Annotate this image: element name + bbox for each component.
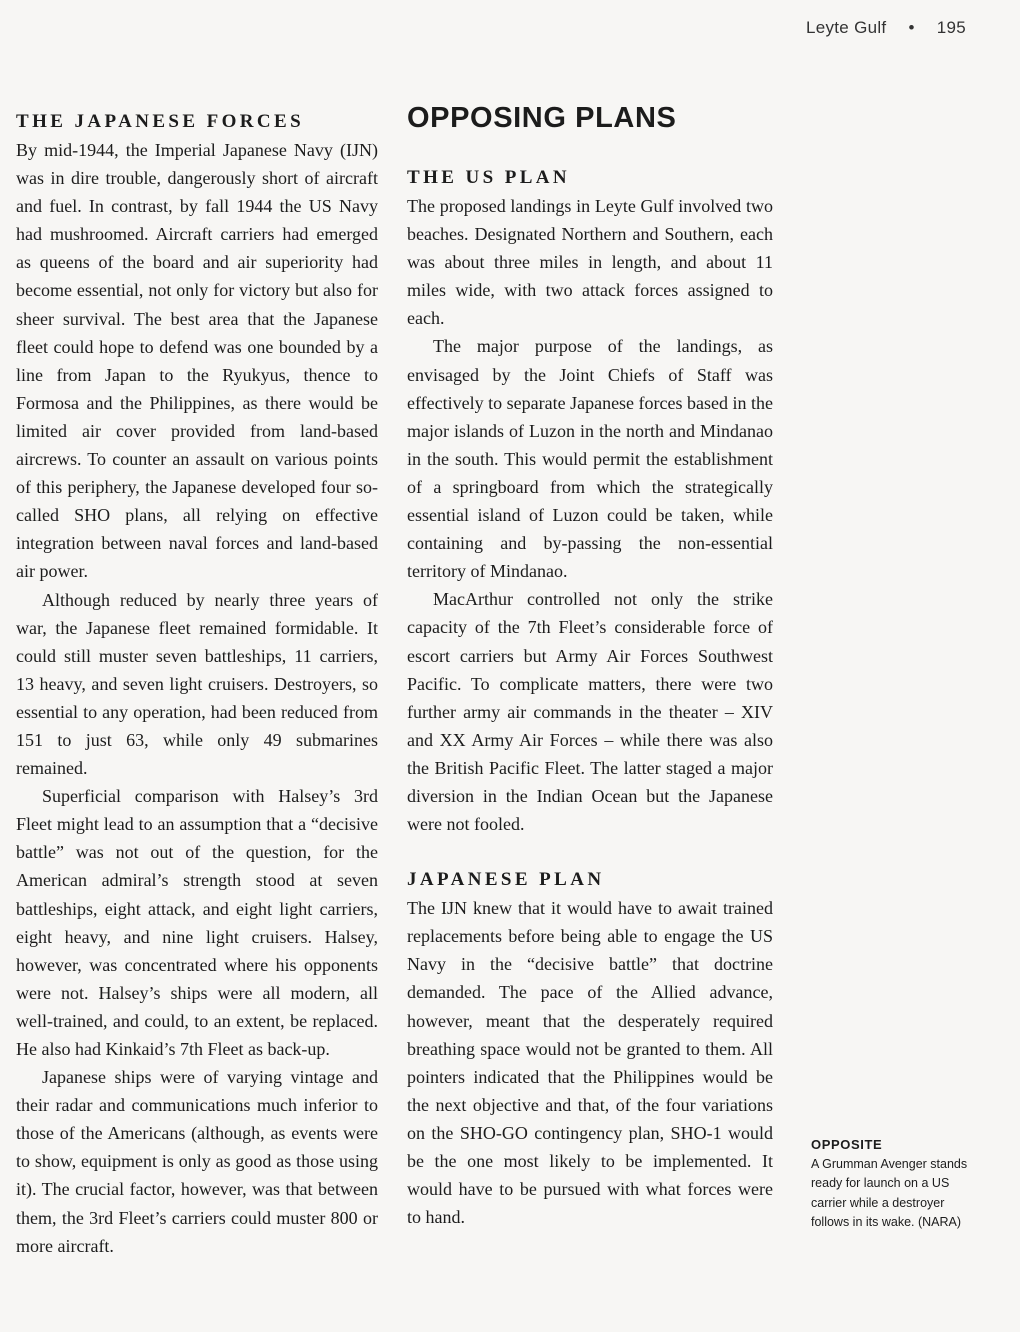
section-heading-japanese-forces: THE JAPANESE FORCES: [16, 111, 305, 132]
section-heading-us-plan: THE US PLAN: [407, 167, 571, 188]
page-number: 195: [936, 18, 966, 37]
caption-text: A Grumman Avenger stands ready for launch on a US carrier while a destroyer follows in its wake. (NARA): [811, 1156, 968, 1229]
paragraph: The proposed landings in Leyte Gulf involved two beaches. Designated Northern and Southern, each was about three miles in length, and about 11 miles wide, with two attack forces assigned to each.: [407, 196, 773, 329]
paragraph: Japanese ships were of varying vintage and their radar and communications much inferior to those of the Americans (although, as events were to show, equipment is only as good as those using it). The crucial factor, however, was that between them, the 3rd Fleet’s carriers could muster 800 or more aircraft.: [16, 1067, 378, 1256]
running-head-section: Leyte Gulf: [805, 18, 887, 37]
photo-caption: [811, 1135, 971, 1233]
chapter-title: OPPOSING PLANS: [407, 102, 677, 134]
running-head-separator: •: [908, 18, 915, 37]
paragraph: Superficial comparison with Halsey’s 3rd Fleet might lead to an assumption that a “decisive battle” was not out of the question, for the American admiral’s strength stood at seven battleships, eight attack, and eight light carriers, eight heavy, and nine light cruisers. Halsey, however, was concentrated where his opponents were not. Halsey’s ships were all modern, all well-trained, and could, to an extent, be replaced. He also had Kinkaid’s 7th Fleet as back-up.: [16, 786, 378, 1059]
paragraph: Although reduced by nearly three years of war, the Japanese fleet remained formidable. It could still muster seven battleships, 11 carriers, 13 heavy, and seven light cruisers. Destroyers, so essential to any operation, had been reduced from 151 to just 63, while only 49 submarines remained.: [16, 589, 378, 779]
middle-column: [407, 100, 773, 1231]
paragraph: MacArthur controlled not only the strike capacity of the 7th Fleet’s considerable force of escort carriers but Army Air Forces Southwest Pacific. To complicate matters, there were two further army air commands in the theater – XIV and XX Army Air Forces – while there was also the British Pacific Fleet. The latter staged a major diversion in the Indian Ocean but the Japanese were not fooled.: [407, 589, 773, 835]
paragraph: The major purpose of the landings, as envisaged by the Joint Chiefs of Staff was effectively to separate Japanese forces based in the major islands of Luzon in the north and Mindanao in the south. This would permit the establishment of a springboard from which the strategically essential island of Luzon could be taken, while containing and by-passing the non-essential territory of Mindanao.: [407, 336, 773, 582]
running-head: [806, 18, 966, 38]
left-column: [16, 108, 378, 1260]
section-heading-japanese-plan: JAPANESE PLAN: [407, 869, 605, 891]
section-spacer: [407, 838, 773, 866]
paragraph: The IJN knew that it would have to await trained replacements before being able to engage the US Navy in the “decisive battle” that doctrine demanded. The pace of the Allied advance, however, meant that the desperately required breathing space would not be granted to them. All pointers indicated that the Philippines would be the next objective and that, of the four variations on the SHO-GO contingency plan, SHO-1 would be the one most likely to be implemented. It would have to be pursued with what forces were to hand.: [407, 898, 773, 1228]
paragraph: By mid-1944, the Imperial Japanese Navy (IJN) was in dire trouble, dangerously short of aircraft and fuel. In contrast, by fall 1944 the US Navy had mushroomed. Aircraft carriers had emerged as queens of the board and air superiority had become essential, not only for victory but also for sheer survival. The best area that the Japanese fleet could hope to defend was one bounded by a line from Japan to the Ryukyus, thence to Formosa and the Philippines, as there would be limited air cover provided from land-based aircrews. To counter an assault on various points of this periphery, the Japanese developed four so-called SHO plans, all relying on effective integration between naval forces and land-based air power.: [16, 140, 378, 582]
caption-title: OPPOSITE: [811, 1137, 883, 1152]
